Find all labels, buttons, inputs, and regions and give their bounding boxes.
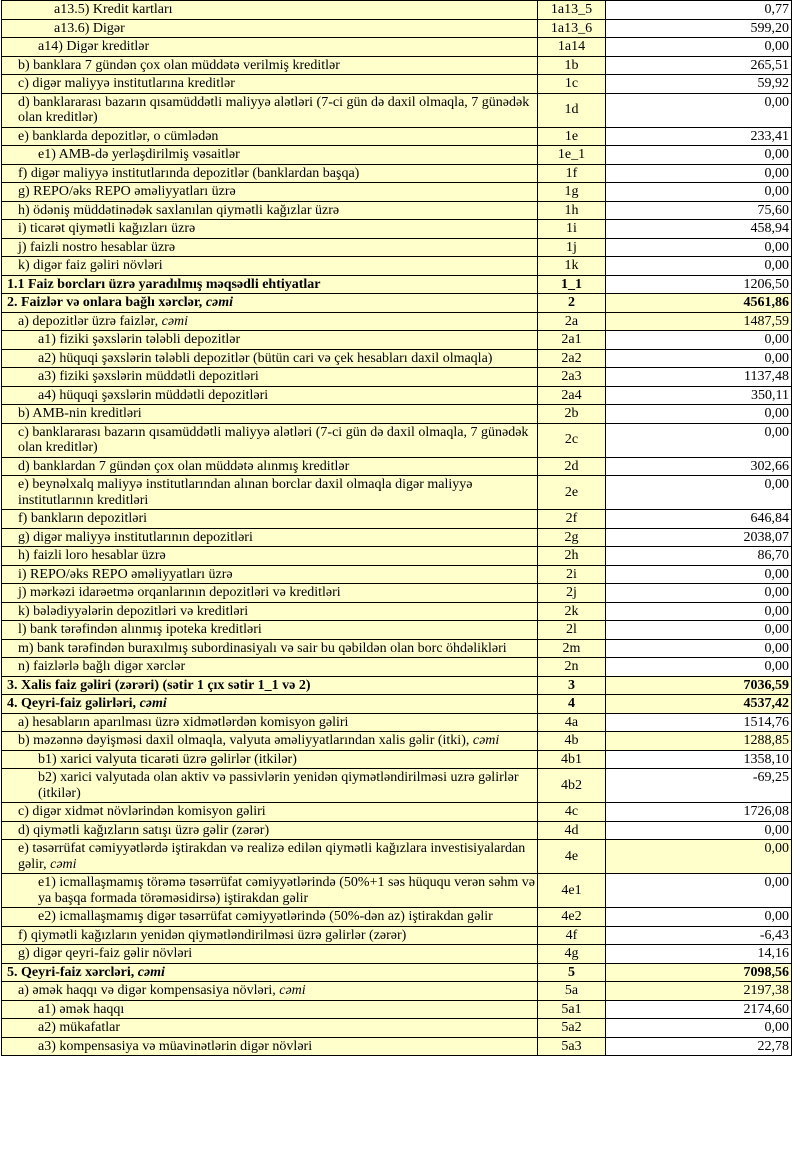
row-label: f) digər maliyyə institutlarında depozitlər (banklardan başqa) [2,164,538,183]
row-code: 2h [538,547,606,566]
table-row [2,713,792,732]
table-row [2,1037,792,1056]
row-code: 5a2 [538,1019,606,1038]
row-value: 0,00 [606,658,792,677]
row-code: 2m [538,639,606,658]
row-label: a4) hüquqi şəxslərin müddətli depozitləri [2,386,538,405]
row-value: 86,70 [606,547,792,566]
row-value: 0,00 [606,423,792,457]
row-code: 4c [538,803,606,822]
row-code: 2a1 [538,331,606,350]
table-row [2,639,792,658]
row-value: 0,00 [606,908,792,927]
row-value: 0,00 [606,405,792,424]
row-label: a2) mükafatlar [2,1019,538,1038]
row-value: 22,78 [606,1037,792,1056]
row-label: l) bank tərəfindən alınmış ipoteka kreditləri [2,621,538,640]
table-row [2,476,792,510]
row-value: -69,25 [606,769,792,803]
row-value: 0,00 [606,38,792,57]
row-value: 2038,07 [606,528,792,547]
row-value: 1514,76 [606,713,792,732]
table-row [2,584,792,603]
row-label: a3) kompensasiya və müavinətlərin digər növləri [2,1037,538,1056]
row-code: 2 [538,294,606,313]
row-code: 2l [538,621,606,640]
table-row [2,183,792,202]
row-code: 2b [538,405,606,424]
table-row [2,695,792,714]
row-label-italic-suffix: cəmi [472,733,500,748]
table-row [2,658,792,677]
row-label: 3. Xalis faiz gəliri (zərəri) (sətir 1 çıx sətir 1_1 və 2) [2,676,538,695]
row-label: d) banklararası bazarın qısamüddətli maliyyə alətləri (7-ci gün də daxil olmaqla, 7 günədək olan kreditlər) [2,93,538,127]
row-code: 1e_1 [538,146,606,165]
row-label: b1) xarici valyuta ticarəti üzrə gəlirlər (itkilər) [2,750,538,769]
row-label-italic-suffix: cəmi [50,856,77,872]
row-value: 1288,85 [606,732,792,751]
row-code: 4b1 [538,750,606,769]
table-row [2,963,792,982]
table-row [2,19,792,38]
row-code: 4b [538,732,606,751]
row-label: a1) fiziki şəxslərin tələbli depozitlər [2,331,538,350]
row-value: 0,00 [606,93,792,127]
table-row [2,602,792,621]
table-row [2,349,792,368]
table-row [2,908,792,927]
row-label: e2) icmallaşmamış digər təsərrüfat cəmiyyətlərində (50%-dən az) iştirakdan gəlir [2,908,538,927]
row-value: 4537,42 [606,695,792,714]
row-value: 1487,59 [606,312,792,331]
table-row [2,220,792,239]
row-label: i) REPO/əks REPO əməliyyatları üzrə [2,565,538,584]
row-value: 350,11 [606,386,792,405]
row-value: 0,00 [606,476,792,510]
row-label-italic-suffix: cəmi [279,983,306,998]
row-value: 0,00 [606,1019,792,1038]
row-label: 4. Qeyri-faiz gəlirləri, cəmi [2,695,538,714]
row-label: 5. Qeyri-faiz xərcləri, cəmi [2,963,538,982]
row-value: 0,00 [606,821,792,840]
row-value: 599,20 [606,19,792,38]
row-label: a13.5) Kredit kartları [2,1,538,20]
row-code: 2c [538,423,606,457]
row-label: a1) əmək haqqı [2,1000,538,1019]
row-value: 646,84 [606,510,792,529]
table-row [2,621,792,640]
row-code: 5 [538,963,606,982]
income-statement-table [1,0,792,1056]
row-code: 4e1 [538,874,606,908]
row-code: 1a14 [538,38,606,57]
row-label: j) faizli nostro hesablar üzrə [2,238,538,257]
row-label: e) təsərrüfat cəmiyyətlərdə iştirakdan və realizə edilən qiymətli kağızlara investisiyalardan gəlir, cəmi [2,840,538,874]
row-code: 4d [538,821,606,840]
row-value: 0,00 [606,238,792,257]
table-row [2,127,792,146]
row-code: 1a13_6 [538,19,606,38]
row-code: 4g [538,945,606,964]
table-row [2,146,792,165]
table-row [2,510,792,529]
row-code: 4b2 [538,769,606,803]
row-value: 0,00 [606,584,792,603]
table-row [2,769,792,803]
row-label: a13.6) Digər [2,19,538,38]
row-value: 2174,60 [606,1000,792,1019]
row-value: 0,00 [606,331,792,350]
row-code: 2a4 [538,386,606,405]
table-row [2,874,792,908]
table-row [2,238,792,257]
table-row [2,457,792,476]
row-label: b2) xarici valyutada olan aktiv və passivlərin yenidən qiymətləndirilməsi uzrə gəlirlər (itkilər) [2,769,538,803]
row-code: 1i [538,220,606,239]
row-code: 2e [538,476,606,510]
row-label: k) digər faiz gəliri növləri [2,257,538,276]
table-row [2,93,792,127]
table-row [2,565,792,584]
row-label: m) bank tərəfindən buraxılmış subordinasiyalı və sair bu qəbildən olan borc öhdəlikləri [2,639,538,658]
row-label: 1.1 Faiz borcları üzrə yaradılmış məqsədli ehtiyatlar [2,275,538,294]
row-label: j) mərkəzi idarəetmə orqanlarının depozitləri və kreditləri [2,584,538,603]
table-row [2,1019,792,1038]
table-row [2,386,792,405]
table-row [2,803,792,822]
row-code: 5a [538,982,606,1001]
row-label: a) hesabların aparılması üzrə xidmətlərdən komisyon gəliri [2,713,538,732]
row-label: e) banklarda depozitlər, o cümlədən [2,127,538,146]
row-label-italic-suffix: cəmi [137,964,165,980]
row-label: b) banklara 7 gündən çox olan müddətə verilmiş kreditlər [2,56,538,75]
row-label: a2) hüquqi şəxslərin tələbli depozitlər (bütün cari və çek hesabları daxil olmaqla) [2,349,538,368]
row-label: c) banklararası bazarın qısamüddətli maliyyə alətləri (7-ci gün də daxil olmaqla, 7 günədək olan kreditlər) [2,423,538,457]
row-label: b) məzənnə dəyişməsi daxil olmaqla, valyuta əməliyyatlarından xalis gəlir (itki), cəmi [2,732,538,751]
table-row [2,56,792,75]
row-code: 1_1 [538,275,606,294]
table-row [2,750,792,769]
row-label: d) banklardan 7 gündən çox olan müddətə alınmış kreditlər [2,457,538,476]
row-value: 0,00 [606,639,792,658]
row-code: 2i [538,565,606,584]
row-code: 1b [538,56,606,75]
row-label: d) qiymətli kağızların satışı üzrə gəlir (zərər) [2,821,538,840]
row-label: a3) fiziki şəxslərin müddətli depozitləri [2,368,538,387]
row-label: g) digər maliyyə institutlarının depozitləri [2,528,538,547]
row-value: 0,00 [606,602,792,621]
table-row [2,201,792,220]
row-label: e1) AMB-də yerləşdirilmiş vəsaitlər [2,146,538,165]
row-value: -6,43 [606,926,792,945]
table-row [2,926,792,945]
table-row [2,676,792,695]
row-label: a) əmək haqqı və digər kompensasiya növləri, cəmi [2,982,538,1001]
row-code: 2a2 [538,349,606,368]
row-code: 2a3 [538,368,606,387]
row-code: 2f [538,510,606,529]
table-row [2,164,792,183]
row-label: f) qiymətli kağızların yenidən qiymətləndirilməsi üzrə gəlirlər (zərər) [2,926,538,945]
table-row [2,945,792,964]
row-label: e) beynəlxalq maliyyə institutlarından alınan borclar daxil olmaqla digər maliyyə institutlarının kreditləri [2,476,538,510]
row-code: 1j [538,238,606,257]
row-label: c) digər xidmət növlərindən komisyon gəliri [2,803,538,822]
row-value: 0,00 [606,565,792,584]
row-code: 4 [538,695,606,714]
row-label-italic-suffix: cəmi [139,696,167,711]
row-value: 233,41 [606,127,792,146]
row-label: i) ticarət qiymətli kağızları üzrə [2,220,538,239]
row-value: 0,00 [606,840,792,874]
table-row [2,368,792,387]
row-code: 4f [538,926,606,945]
row-value: 7036,59 [606,676,792,695]
table-row [2,294,792,313]
row-code: 5a1 [538,1000,606,1019]
row-label: k) bələdiyyələrin depozitləri və kreditləri [2,602,538,621]
row-value: 458,94 [606,220,792,239]
row-value: 1137,48 [606,368,792,387]
table-row [2,821,792,840]
row-label: c) digər maliyyə institutlarına kreditlər [2,75,538,94]
row-code: 1f [538,164,606,183]
row-code: 2g [538,528,606,547]
row-label: g) REPO/əks REPO əməliyyatları üzrə [2,183,538,202]
table-row [2,840,792,874]
row-code: 2j [538,584,606,603]
row-code: 4e [538,840,606,874]
table-row [2,547,792,566]
row-label: g) digər qeyri-faiz gəlir növləri [2,945,538,964]
row-label-italic-suffix: cəmi [161,313,189,329]
row-code: 3 [538,676,606,695]
row-value: 1358,10 [606,750,792,769]
table-row [2,528,792,547]
table-row [2,75,792,94]
table-row [2,331,792,350]
table-row [2,257,792,276]
row-code: 1e [538,127,606,146]
row-code: 1d [538,93,606,127]
row-code: 2n [538,658,606,677]
row-label: e1) icmallaşmamış törəmə təsərrüfat cəmiyyətlərində (50%+1 səs hüququ verən səhm və ya başqa formada törəməsidirsə) iştirakdan gəlir [2,874,538,908]
row-value: 0,00 [606,621,792,640]
row-value: 0,77 [606,1,792,20]
row-label-italic-suffix: cəmi [205,295,234,310]
row-value: 4561,86 [606,294,792,313]
row-code: 2d [538,457,606,476]
row-value: 1206,50 [606,275,792,294]
row-label: n) faizlərlə bağlı digər xərclər [2,658,538,677]
table-row [2,312,792,331]
row-code: 4a [538,713,606,732]
row-label: f) bankların depozitləri [2,510,538,529]
row-value: 0,00 [606,349,792,368]
row-value: 14,16 [606,945,792,964]
row-label: a) depozitlər üzrə faizlər, cəmi [2,312,538,331]
row-value: 7098,56 [606,963,792,982]
row-label: 2. Faizlər və onlara bağlı xərclər, cəmi [2,294,538,313]
row-code: 1g [538,183,606,202]
row-code: 2a [538,312,606,331]
table-row [2,1000,792,1019]
row-value: 0,00 [606,874,792,908]
row-value: 2197,38 [606,982,792,1001]
table-row [2,1,792,20]
row-value: 75,60 [606,201,792,220]
row-value: 0,00 [606,257,792,276]
row-value: 1726,08 [606,803,792,822]
table-row [2,275,792,294]
row-value: 0,00 [606,146,792,165]
row-code: 1c [538,75,606,94]
row-value: 59,92 [606,75,792,94]
row-code: 5a3 [538,1037,606,1056]
row-code: 4e2 [538,908,606,927]
row-code: 1h [538,201,606,220]
row-label: b) AMB-nin kreditləri [2,405,538,424]
row-value: 0,00 [606,183,792,202]
table-row [2,423,792,457]
row-label: h) faizli loro hesablar üzrə [2,547,538,566]
row-code: 2k [538,602,606,621]
table-row [2,38,792,57]
table-row [2,405,792,424]
row-code: 1a13_5 [538,1,606,20]
row-code: 1k [538,257,606,276]
table-row [2,732,792,751]
row-value: 265,51 [606,56,792,75]
table-row [2,982,792,1001]
row-label: a14) Digər kreditlər [2,38,538,57]
row-value: 302,66 [606,457,792,476]
row-label: h) ödəniş müddətinədək saxlanılan qiymətli kağızlar üzrə [2,201,538,220]
row-value: 0,00 [606,164,792,183]
